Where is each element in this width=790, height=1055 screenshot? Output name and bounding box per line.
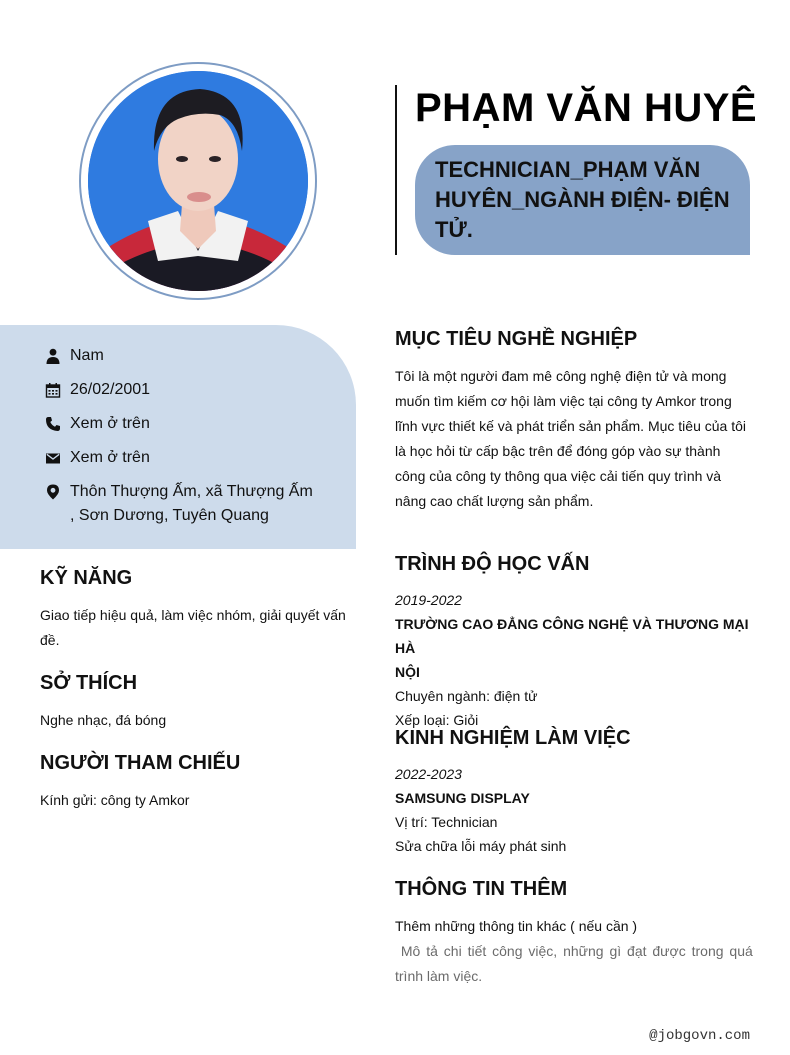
additional-text: Thêm những thông tin khác ( nếu cần ) <box>395 918 638 934</box>
candidate-name: PHẠM VĂN HUYÊ <box>415 86 758 130</box>
experience-entry <box>395 762 755 858</box>
skills-text: Giao tiếp hiệu quả, làm việc nhóm, giải quyết vấn đề. <box>40 607 346 648</box>
experience-period: 2022-2023 <box>395 766 462 782</box>
location-pin-icon <box>44 483 61 500</box>
address-value: Thôn Thượng Ấm, xã Thượng Ấm , Sơn Dương, Tuyên Quang <box>70 483 313 524</box>
education-period: 2019-2022 <box>395 592 462 608</box>
education-major: Chuyên ngành: điện tử <box>395 688 538 704</box>
school-name: TRƯỜNG CAO ĐẲNG CÔNG NGHỆ VÀ THƯƠNG MẠI HÀ <box>395 616 749 656</box>
objective-heading: MỤC TIÊU NGHỀ NGHIỆP <box>395 328 638 350</box>
contact-panel <box>0 325 356 549</box>
education-heading: TRÌNH ĐỘ HỌC VẤN <box>395 553 590 575</box>
references-heading: NGƯỜI THAM CHIẾU <box>40 752 241 774</box>
experience-position: Vị trí: Technician <box>395 814 498 830</box>
hobbies-text: Nghe nhạc, đá bóng <box>40 712 167 728</box>
profile-photo <box>88 71 308 291</box>
contact-phone <box>44 412 150 436</box>
contact-email <box>44 446 150 470</box>
education-entry: 2019-2022 TRƯỜNG CAO ĐẲNG CÔNG NGHỆ VÀ THƯƠNG MẠI HÀ NỘI Chuyên ngành: điện tử Xếp loại: Giỏi <box>395 588 755 732</box>
phone-icon <box>44 415 61 432</box>
objective-text: Tôi là một người đam mê công nghệ điện tử và mong muốn tìm kiếm cơ hội làm việc tại công ty Amkor trong lĩnh vực thiết kế và phát triển sản phẩm. Mục tiêu của tôi là học hỏi từ cấp bậc trên để đóng góp vào sự thành công của công ty thông qua việc cải tiến quy trình và nâng cao chất lượng sản phẩm. <box>395 368 746 509</box>
skills-heading: KỸ NĂNG <box>40 567 133 589</box>
job-title-box <box>415 145 750 255</box>
phone-value: Xem ở trên <box>70 415 150 432</box>
person-icon <box>44 347 61 364</box>
education-rank: Xếp loại: Giỏi <box>395 712 479 728</box>
gender-value: Nam <box>70 347 104 364</box>
additional-placeholder: Mô tả chi tiết công việc, những gì đạt được trong quá trình làm việc. <box>395 943 753 984</box>
birthday-value: 26/02/2001 <box>70 381 151 398</box>
avatar <box>88 71 308 291</box>
job-title-line: HUYÊN_NGÀNH ĐIỆN- ĐIỆN <box>435 187 730 212</box>
job-title-line: TECHNICIAN_PHẠM VĂN <box>435 157 701 182</box>
contact-gender <box>44 344 104 368</box>
references-text: Kính gửi: công ty Amkor <box>40 792 190 808</box>
calendar-icon <box>44 381 61 398</box>
additional-heading: THÔNG TIN THÊM <box>395 878 568 900</box>
email-value: Xem ở trên <box>70 449 150 466</box>
mail-icon <box>44 449 61 466</box>
contact-birthday <box>44 378 150 402</box>
contact-address <box>44 480 313 528</box>
job-title-line: TỬ. <box>435 217 473 242</box>
experience-description: Sửa chữa lỗi máy phát sinh <box>395 838 567 854</box>
experience-heading: KINH NGHIỆM LÀM VIỆC <box>395 727 631 749</box>
watermark: @jobgovn.com <box>649 1028 750 1044</box>
header-divider <box>395 85 397 255</box>
hobbies-heading: SỞ THÍCH <box>40 672 138 694</box>
company-name: SAMSUNG DISPLAY <box>395 790 530 806</box>
